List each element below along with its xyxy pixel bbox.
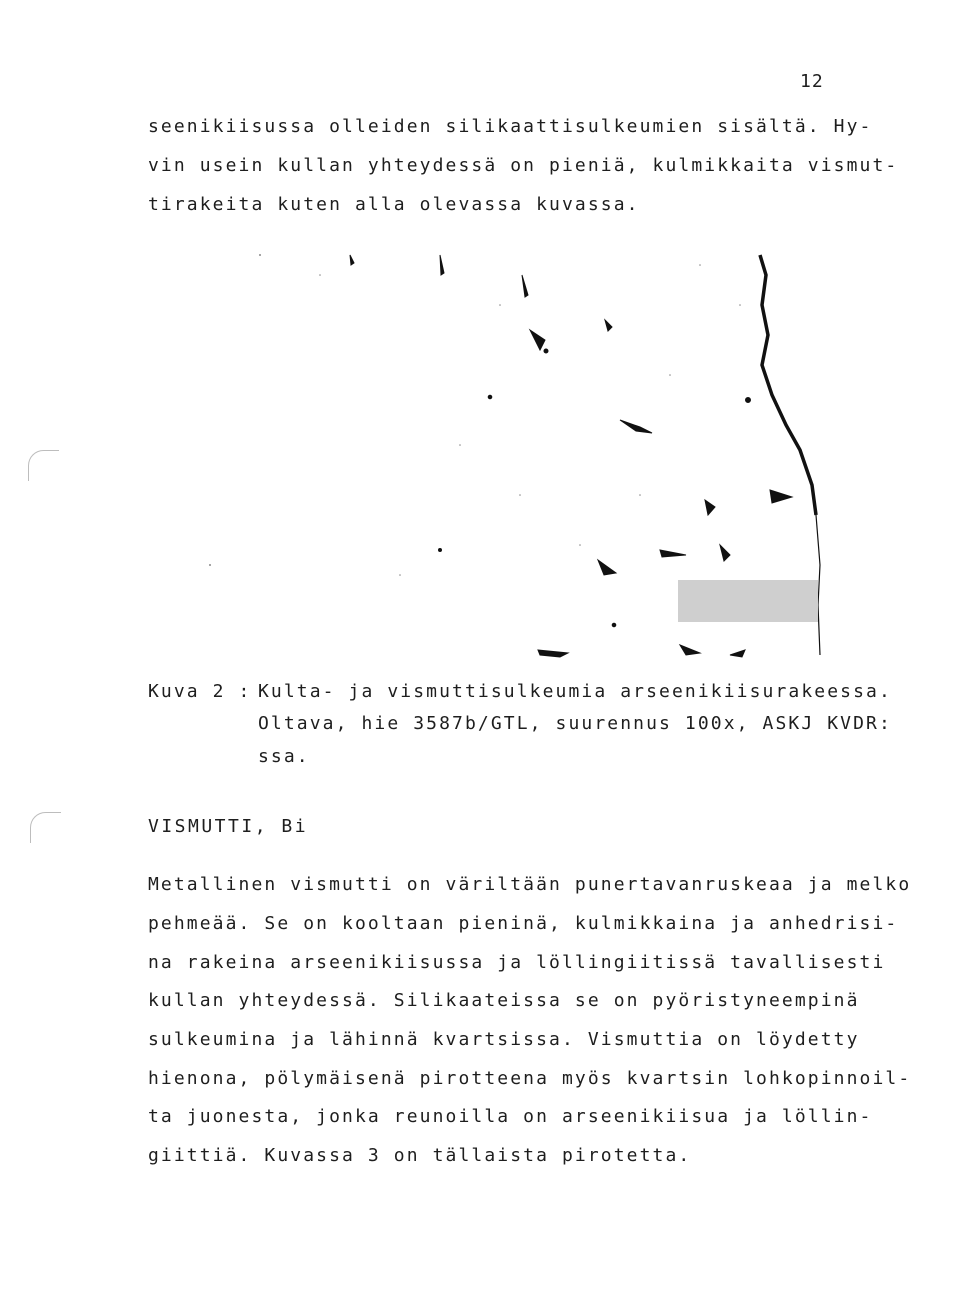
figure-caption-line-3: ssa. xyxy=(258,746,310,767)
page-number: 12 xyxy=(800,71,824,92)
body-line-8: giittiä. Kuvassa 3 on tällaista pirotetta. xyxy=(148,1145,692,1166)
body-line-7: ta juonesta, jonka reunoilla on arseenikiisua ja löllin- xyxy=(148,1106,873,1127)
margin-punch-mark xyxy=(30,812,61,843)
intro-line-1: seenikiisussa olleiden silikaattisulkeumien sisältä. Hy- xyxy=(148,116,873,137)
figure-caption-line-1: Kulta- ja vismuttisulkeumia arseenikiisurakeessa. xyxy=(258,681,892,702)
section-heading: VISMUTTI, Bi xyxy=(148,816,309,837)
micrograph-image xyxy=(200,245,825,665)
body-line-2: pehmeää. Se on kooltaan pieninä, kulmikkaina ja anhedrisi- xyxy=(148,913,899,934)
body-line-5: sulkeumina ja lähinnä kvartsissa. Vismuttia on löydetty xyxy=(148,1029,860,1050)
margin-punch-mark xyxy=(28,450,59,481)
body-line-1: Metallinen vismutti on väriltään punertavanruskeaa ja melko xyxy=(148,874,912,895)
intro-line-2: vin usein kullan yhteydessä on pieniä, kulmikkaita vismut- xyxy=(148,155,899,176)
intro-line-3: tirakeita kuten alla olevassa kuvassa. xyxy=(148,194,640,215)
body-line-6: hienona, pölymäisenä pirotteena myös kvartsin lohkopinnoil- xyxy=(148,1068,912,1089)
figure-label: Kuva 2 : xyxy=(148,681,252,702)
figure-caption-line-2: Oltava, hie 3587b/GTL, suurennus 100x, ASKJ KVDR: xyxy=(258,713,892,734)
body-line-4: kullan yhteydessä. Silikaateissa se on pyöristyneempinä xyxy=(148,990,860,1011)
body-line-3: na rakeina arseenikiisussa ja löllingiitissä tavallisesti xyxy=(148,952,886,973)
